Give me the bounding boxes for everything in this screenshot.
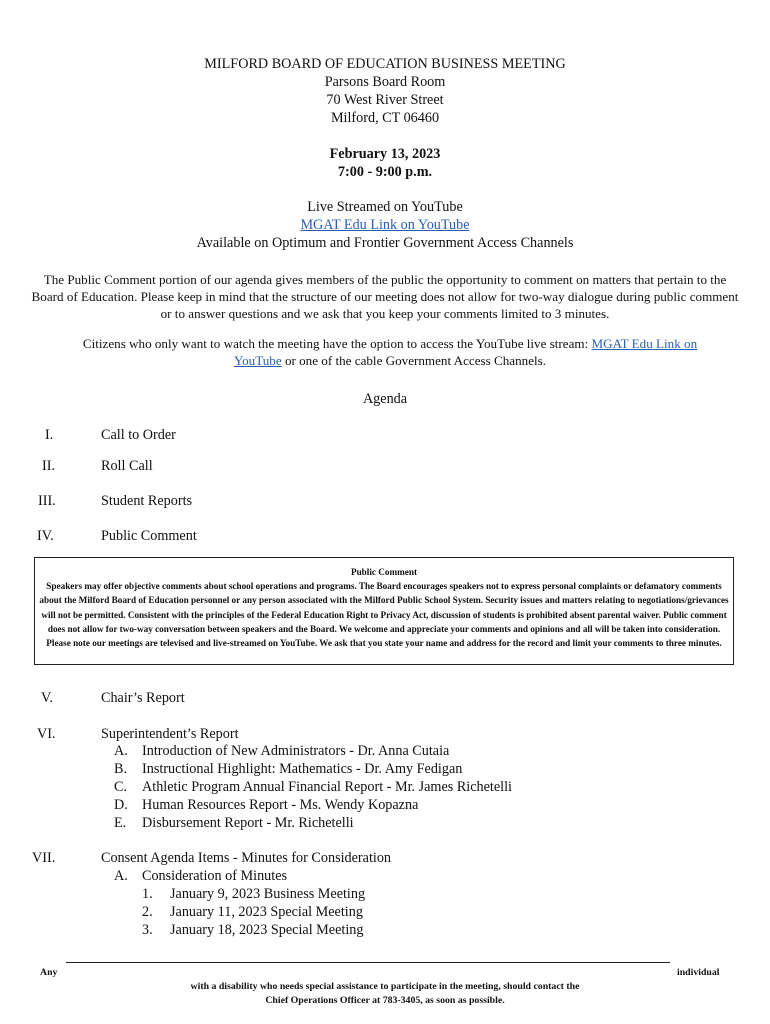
- agenda-item-label: Public Comment: [101, 528, 197, 544]
- agenda-item-number: I.: [45, 427, 54, 443]
- channels-note: Available on Optimum and Frontier Government Access Channels: [196, 235, 574, 251]
- list-item: [114, 796, 419, 814]
- agenda-item-number: VI.: [37, 726, 56, 742]
- watch-note-prefix: Citizens who only want to watch the meeting have the option to access the YouTube live stream:: [82, 336, 592, 351]
- footer-divider: [66, 962, 670, 963]
- minutes-text: January 11, 2023 Special Meeting: [170, 904, 363, 920]
- meeting-room: Parsons Board Room: [324, 74, 446, 90]
- sub-item-text: Disbursement Report - Mr. Richetelli: [142, 815, 354, 831]
- public-comment-box-title: Public Comment: [350, 567, 418, 577]
- agenda-item-number: VII.: [32, 850, 56, 866]
- meeting-title: MILFORD BOARD OF EDUCATION BUSINESS MEETING: [204, 56, 566, 72]
- public-comment-note: The Public Comment portion of our agenda gives members of the public the opportunity to comment on matters that pertain to the Board of Education. Please keep in mind that the structure of our meeting does not allow for two-way dialogue during public comment or to answer questions and we ask that you keep your comments limited to 3 minutes.: [31, 272, 739, 321]
- public-comment-box: [34, 557, 734, 665]
- sub-item-text: Introduction of New Administrators - Dr. Anna Cutaia: [142, 743, 450, 759]
- agenda-heading: Agenda: [362, 391, 408, 407]
- agenda-item-number: IV.: [37, 528, 54, 544]
- agenda-item-label: Superintendent’s Report: [101, 726, 239, 742]
- public-comment-box-body: Speakers may offer objective comments about school operations and programs. The Board encourages speakers not to express personal complaints or defamatory comments about the Milford Board of Education personnel or any person associated with the Milford Public School System. Security issues and matters relating to negotiations/grievances will not be permitted. Consistent with the principles of the Federal Education Right to Privacy Act, discussion of students is prohibited absent parental waiver. Public comment does not allow for two-way conversation between speakers and the Board. We welcome and appreciate your comments and opinions and all will be taken into consideration. Please note our meetings are televised and live-streamed on YouTube. We ask that you state your name and address for the record and limit your comments to three minutes.: [39, 581, 729, 649]
- agenda-item-label: Chair’s Report: [101, 690, 185, 706]
- list-item: [114, 778, 512, 796]
- sub-item-text: Instructional Highlight: Mathematics - Dr. Amy Fedigan: [142, 761, 463, 777]
- minutes-number: 3.: [142, 922, 153, 938]
- meeting-city: Milford, CT 06460: [330, 110, 440, 126]
- agenda-item-label: Student Reports: [101, 493, 193, 509]
- agenda-item-label: Roll Call: [101, 458, 153, 474]
- youtube-link-inline[interactable]: MGAT Edu Link on YouTube: [233, 336, 698, 368]
- agenda-item-number: V.: [41, 690, 53, 706]
- minutes-number: 2.: [142, 904, 153, 920]
- agenda-item-label: Call to Order: [101, 427, 176, 443]
- sub-item-letter: E.: [114, 815, 127, 831]
- sub-item-text: Human Resources Report - Ms. Wendy Kopazna: [142, 797, 419, 813]
- youtube-link[interactable]: MGAT Edu Link on YouTube: [300, 217, 470, 233]
- sub-item-letter: A.: [114, 868, 128, 884]
- footer-line-1: with a disability who needs special assistance to participate in the meeting, should contact the: [190, 981, 580, 992]
- footer-line-2: Chief Operations Officer at 783-3405, as soon as possible.: [265, 995, 505, 1006]
- list-item: [114, 760, 463, 778]
- minutes-text: January 18, 2023 Special Meeting: [170, 922, 364, 938]
- agenda-item-number: II.: [42, 458, 55, 474]
- minutes-number: 1.: [142, 886, 153, 902]
- footer-right-word: individual: [677, 967, 720, 978]
- list-item: [114, 742, 450, 760]
- sub-item-text: Consideration of Minutes: [142, 868, 288, 884]
- sub-item-letter: D.: [114, 797, 128, 813]
- list-item: [114, 867, 288, 885]
- sub-item-text: Athletic Program Annual Financial Report - Mr. James Richetelli: [142, 779, 512, 795]
- watch-note: [60, 335, 720, 369]
- agenda-item-label: Consent Agenda Items - Minutes for Consideration: [101, 850, 392, 866]
- meeting-time: 7:00 - 9:00 p.m.: [337, 164, 433, 180]
- list-item: [142, 885, 366, 903]
- watch-note-suffix: or one of the cable Government Access Channels.: [281, 353, 547, 368]
- stream-label: Live Streamed on YouTube: [307, 199, 463, 215]
- list-item: [114, 814, 354, 832]
- minutes-text: January 9, 2023 Business Meeting: [170, 886, 366, 902]
- meeting-street: 70 West River Street: [326, 92, 444, 108]
- stream-link-row: [0, 216, 770, 234]
- footer-left-word: Any: [40, 967, 58, 978]
- sub-item-letter: C.: [114, 779, 128, 795]
- sub-item-letter: B.: [114, 761, 128, 777]
- list-item: [142, 903, 363, 921]
- list-item: [142, 921, 364, 939]
- agenda-item-number: III.: [38, 493, 56, 509]
- sub-item-letter: A.: [114, 743, 128, 759]
- meeting-date: February 13, 2023: [329, 146, 441, 162]
